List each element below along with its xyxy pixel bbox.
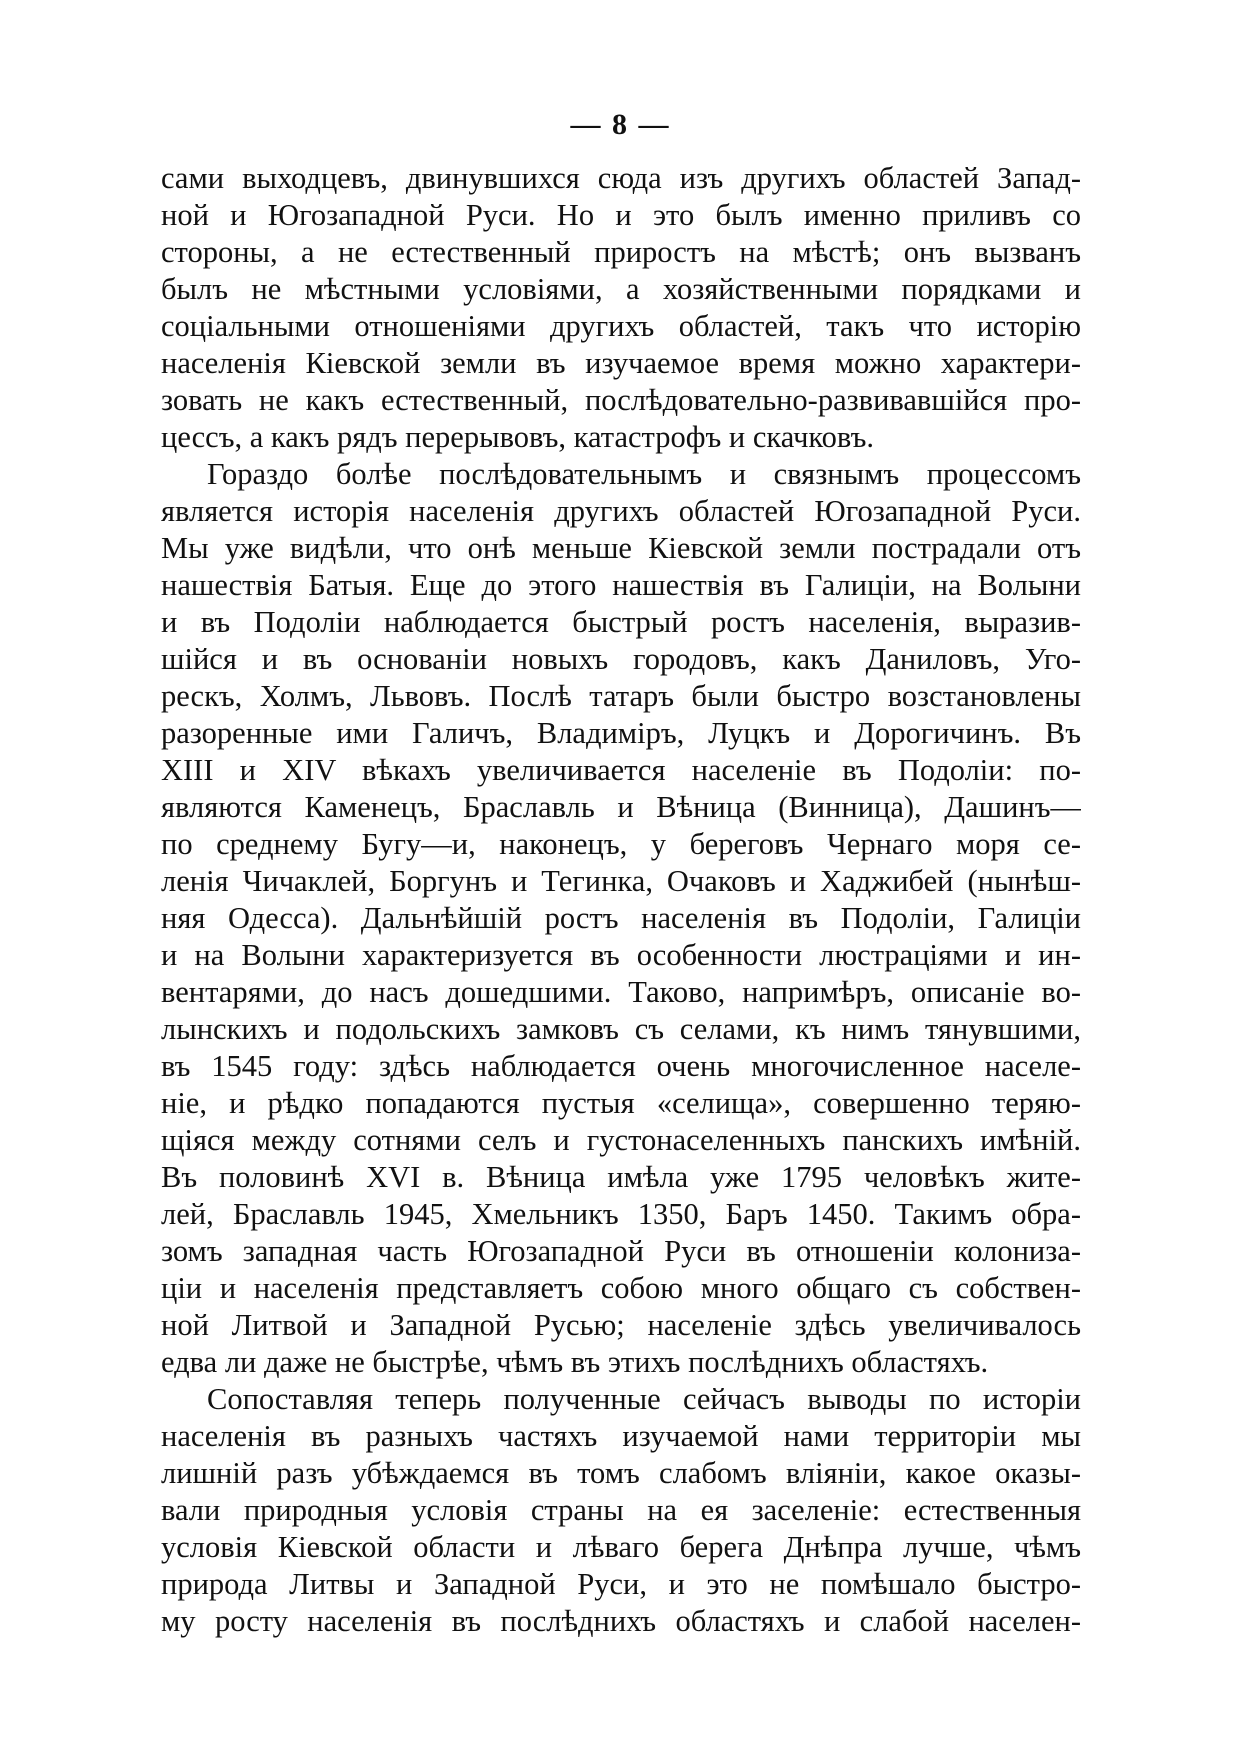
text-line: лынскихъ и подольскихъ замковъ съ селами, къ нимъ тянувшими, xyxy=(161,1012,1081,1046)
text-line: вентарями, до насъ дошедшими. Таково, напримѣръ, описаніе во- xyxy=(161,975,1081,1009)
text-line: рескъ, Холмъ, Львовъ. Послѣ татаръ были быстро возстановлены xyxy=(161,679,1081,713)
text-line: шійся и въ основаніи новыхъ городовъ, какъ Даниловъ, Уго- xyxy=(161,642,1081,676)
text-line: зовать не какъ естественный, послѣдовательно-развивавшійся про- xyxy=(161,383,1081,417)
text-line: и на Волыни характеризуется въ особенности люстраціями и ин- xyxy=(161,938,1081,972)
text-line: XIII и XIV вѣкахъ увеличивается населеніе въ Подоліи: по- xyxy=(161,753,1081,787)
text-line: Въ половинѣ XVI в. Вѣница имѣла уже 1795 человѣкъ жите- xyxy=(161,1160,1081,1194)
text-line: няя Одесса). Дальнѣйшій ростъ населенія въ Подоліи, Галиціи xyxy=(161,901,1081,935)
text-line: зомъ западная часть Югозападной Руси въ отношеніи колониза- xyxy=(161,1234,1081,1268)
page-number: — 8 — xyxy=(570,108,671,141)
text-line: му росту населенія въ послѣднихъ областяхъ и слабой населен- xyxy=(161,1604,1081,1638)
text-line: является исторія населенія другихъ областей Югозападной Руси. xyxy=(161,494,1081,528)
text-line: щіяся между сотнями селъ и густонаселенныхъ панскихъ имѣній. xyxy=(161,1123,1081,1157)
text-line: вали природныя условія страны на ея заселеніе: естественныя xyxy=(161,1493,1081,1527)
text-line: лишній разъ убѣждаемся въ томъ слабомъ вліяніи, какое оказы- xyxy=(161,1456,1081,1490)
text-line: ціи и населенія представляетъ собою много общаго съ собствен- xyxy=(161,1271,1081,1305)
text-line: ніе, и рѣдко попадаются пустыя «селища», совершенно теряю- xyxy=(161,1086,1081,1120)
text-line: нашествія Батыя. Еще до этого нашествія въ Галиціи, на Волыни xyxy=(161,568,1081,602)
text-line: соціальными отношеніями другихъ областей, такъ что исторію xyxy=(161,309,1081,343)
text-line: сами выходцевъ, двинувшихся сюда изъ другихъ областей Запад- xyxy=(161,161,1081,195)
text-line: стороны, а не естественный приростъ на мѣстѣ; онъ вызванъ xyxy=(161,235,1081,269)
text-line: являются Каменецъ, Браславль и Вѣница (Винница), Дашинъ— xyxy=(161,790,1081,824)
text-line: природа Литвы и Западной Руси, и это не помѣшало быстро- xyxy=(161,1567,1081,1601)
text-line: разоренные ими Галичъ, Владиміръ, Луцкъ и Дорогичинъ. Въ xyxy=(161,716,1081,750)
text-line: и въ Подоліи наблюдается быстрый ростъ населенія, выразив- xyxy=(161,605,1081,639)
text-line: былъ не мѣстными условіями, а хозяйственными порядками и xyxy=(161,272,1081,306)
text-line: населенія въ разныхъ частяхъ изучаемой нами территоріи мы xyxy=(161,1419,1081,1453)
text-line: ной Литвой и Западной Русью; населеніе здѣсь увеличивалось xyxy=(161,1308,1081,1342)
text-line: ной и Югозападной Руси. Но и это былъ именно приливъ со xyxy=(161,198,1081,232)
text-line: ленія Чичаклей, Боргунъ и Тегинка, Очаковъ и Хаджибей (нынѣш- xyxy=(161,864,1081,898)
text-line: населенія Кіевской земли въ изучаемое время можно характери- xyxy=(161,346,1081,380)
text-line: цессъ, а какъ рядъ перерывовъ, катастрофъ и скачковъ. xyxy=(161,420,874,454)
text-line: едва ли даже не быстрѣе, чѣмъ въ этихъ послѣднихъ областяхъ. xyxy=(161,1345,989,1379)
text-line: условія Кіевской области и лѣваго берега Днѣпра лучше, чѣмъ xyxy=(161,1530,1081,1564)
text-line: лей, Браславль 1945, Хмельникъ 1350, Баръ 1450. Такимъ обра- xyxy=(161,1197,1081,1231)
text-line: по среднему Бугу—и, наконецъ, у береговъ Чернаго моря се- xyxy=(161,827,1081,861)
text-line: въ 1545 году: здѣсь наблюдается очень многочисленное населе- xyxy=(161,1049,1081,1083)
text-line: Сопоставляя теперь полученные сейчасъ выводы по исторіи xyxy=(207,1382,1081,1416)
body-text xyxy=(161,160,1081,1640)
text-line: Гораздо болѣе послѣдовательнымъ и связнымъ процессомъ xyxy=(207,457,1081,491)
text-line: Мы уже видѣли, что онѣ меньше Кіевской земли пострадали отъ xyxy=(161,531,1081,565)
